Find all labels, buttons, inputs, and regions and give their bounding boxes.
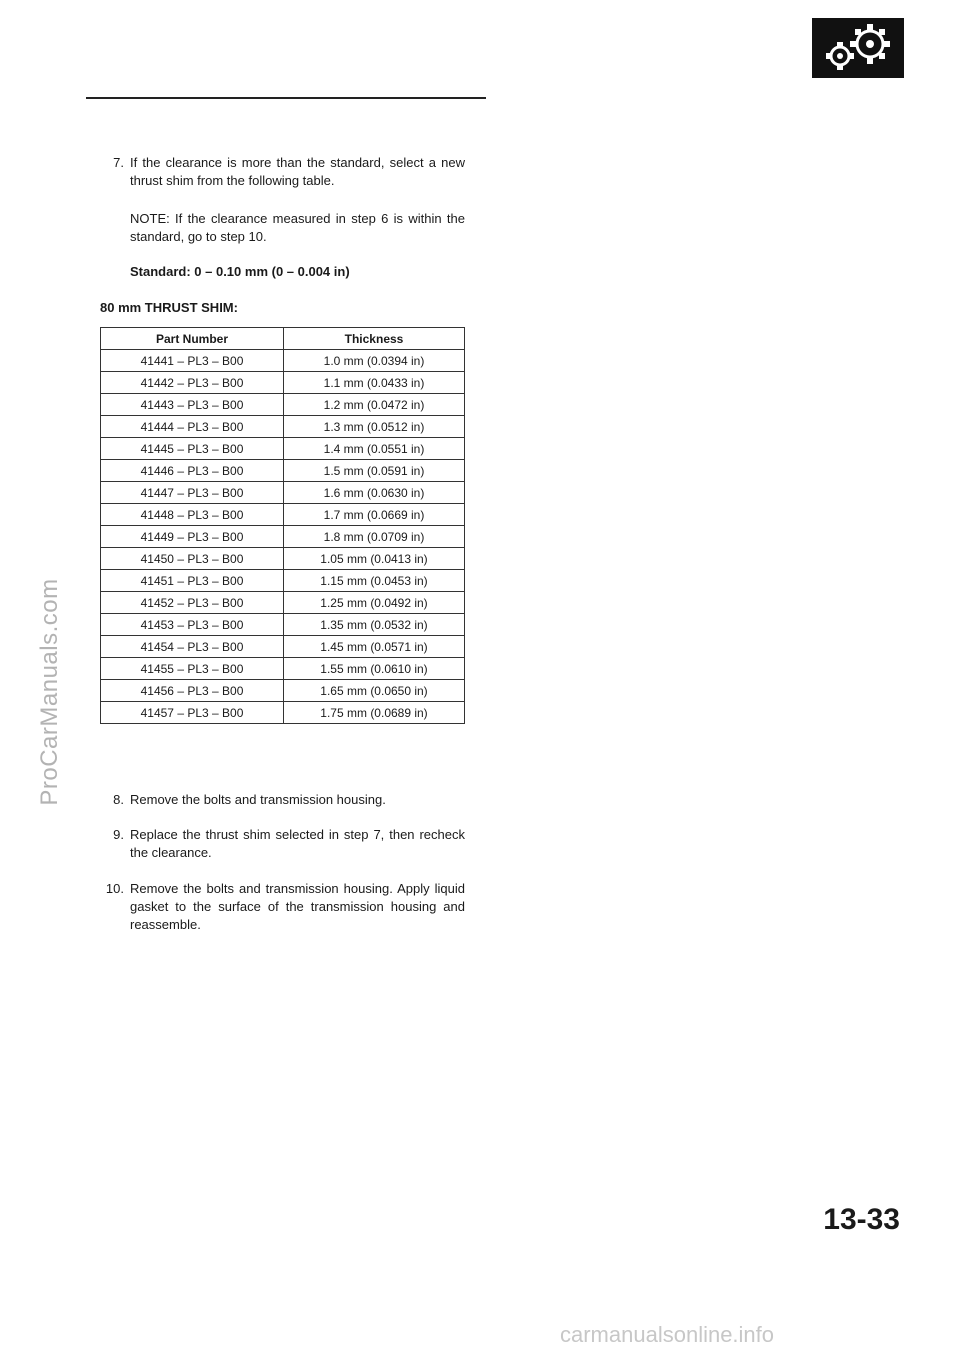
thickness-cell: 1.45 mm (0.0571 in)	[284, 636, 465, 658]
column-header-part-number: Part Number	[101, 328, 284, 350]
bottom-watermark: carmanualsonline.info	[560, 1322, 775, 1347]
thickness-cell: 1.65 mm (0.0650 in)	[284, 680, 465, 702]
table-row	[101, 592, 465, 614]
part-number-cell: 41450 – PL3 – B00	[101, 548, 284, 570]
table-row	[101, 350, 465, 372]
part-number-cell: 41452 – PL3 – B00	[101, 592, 284, 614]
part-number-cell: 41453 – PL3 – B00	[101, 614, 284, 636]
part-number-cell: 41454 – PL3 – B00	[101, 636, 284, 658]
header-rule	[86, 97, 486, 99]
table-row	[101, 702, 465, 724]
part-number-cell: 41455 – PL3 – B00	[101, 658, 284, 680]
note-text: NOTE: If the clearance measured in step 6 is within the standard, go to step 10.	[130, 211, 465, 244]
step-7	[100, 154, 465, 194]
thickness-cell: 1.05 mm (0.0413 in)	[284, 548, 465, 570]
table-row	[101, 526, 465, 548]
part-number-cell: 41448 – PL3 – B00	[101, 504, 284, 526]
table-row	[101, 504, 465, 526]
thickness-cell: 1.7 mm (0.0669 in)	[284, 504, 465, 526]
part-number-cell: 41441 – PL3 – B00	[101, 350, 284, 372]
table-row	[101, 680, 465, 702]
part-number-cell: 41457 – PL3 – B00	[101, 702, 284, 724]
step-text: Remove the bolts and transmission housing.	[130, 792, 386, 807]
step-9	[100, 826, 465, 866]
table-row	[101, 636, 465, 658]
thickness-cell: 1.0 mm (0.0394 in)	[284, 350, 465, 372]
step-number: 10.	[105, 881, 124, 896]
table-row	[101, 460, 465, 482]
step-number: 7.	[113, 155, 124, 170]
table-header-row	[101, 328, 465, 350]
thickness-cell: 1.4 mm (0.0551 in)	[284, 438, 465, 460]
table-row	[101, 614, 465, 636]
table-row	[101, 416, 465, 438]
step-8	[100, 791, 465, 811]
column-header-thickness: Thickness	[284, 328, 465, 350]
side-watermark: ProCarManuals.com	[36, 578, 63, 806]
page-number: 13-33	[823, 1203, 900, 1236]
step-number: 9.	[113, 827, 124, 842]
thickness-cell: 1.25 mm (0.0492 in)	[284, 592, 465, 614]
table-body	[101, 350, 465, 724]
thickness-cell: 1.3 mm (0.0512 in)	[284, 416, 465, 438]
thickness-cell: 1.1 mm (0.0433 in)	[284, 372, 465, 394]
thickness-cell: 1.5 mm (0.0591 in)	[284, 460, 465, 482]
thrust-shim-table	[100, 327, 465, 724]
table-row	[101, 658, 465, 680]
table-row	[101, 438, 465, 460]
part-number-cell: 41451 – PL3 – B00	[101, 570, 284, 592]
table-row	[101, 482, 465, 504]
part-number-cell: 41447 – PL3 – B00	[101, 482, 284, 504]
thickness-cell: 1.55 mm (0.0610 in)	[284, 658, 465, 680]
part-number-cell: 41449 – PL3 – B00	[101, 526, 284, 548]
gears-icon	[812, 18, 904, 78]
part-number-cell: 41445 – PL3 – B00	[101, 438, 284, 460]
part-number-cell: 41443 – PL3 – B00	[101, 394, 284, 416]
part-number-cell: 41456 – PL3 – B00	[101, 680, 284, 702]
table-heading: 80 mm THRUST SHIM:	[100, 300, 238, 315]
table-row	[101, 570, 465, 592]
thickness-cell: 1.15 mm (0.0453 in)	[284, 570, 465, 592]
thickness-cell: 1.2 mm (0.0472 in)	[284, 394, 465, 416]
thickness-cell: 1.75 mm (0.0689 in)	[284, 702, 465, 724]
step-text: If the clearance is more than the standard, select a new thrust shim from the following table.	[130, 155, 465, 188]
table-row	[101, 394, 465, 416]
part-number-cell: 41446 – PL3 – B00	[101, 460, 284, 482]
part-number-cell: 41442 – PL3 – B00	[101, 372, 284, 394]
table-row	[101, 548, 465, 570]
step-10	[100, 880, 465, 938]
standard-spec: Standard: 0 – 0.10 mm (0 – 0.004 in)	[130, 264, 350, 279]
thickness-cell: 1.8 mm (0.0709 in)	[284, 526, 465, 548]
step-number: 8.	[113, 792, 124, 807]
table-row	[101, 372, 465, 394]
thickness-cell: 1.35 mm (0.0532 in)	[284, 614, 465, 636]
step-text: Replace the thrust shim selected in step 7, then recheck the clearance.	[130, 827, 465, 860]
part-number-cell: 41444 – PL3 – B00	[101, 416, 284, 438]
step-text: Remove the bolts and transmission housing. Apply liquid gasket to the surface of the transmission housing and reassemble.	[130, 881, 465, 932]
thickness-cell: 1.6 mm (0.0630 in)	[284, 482, 465, 504]
